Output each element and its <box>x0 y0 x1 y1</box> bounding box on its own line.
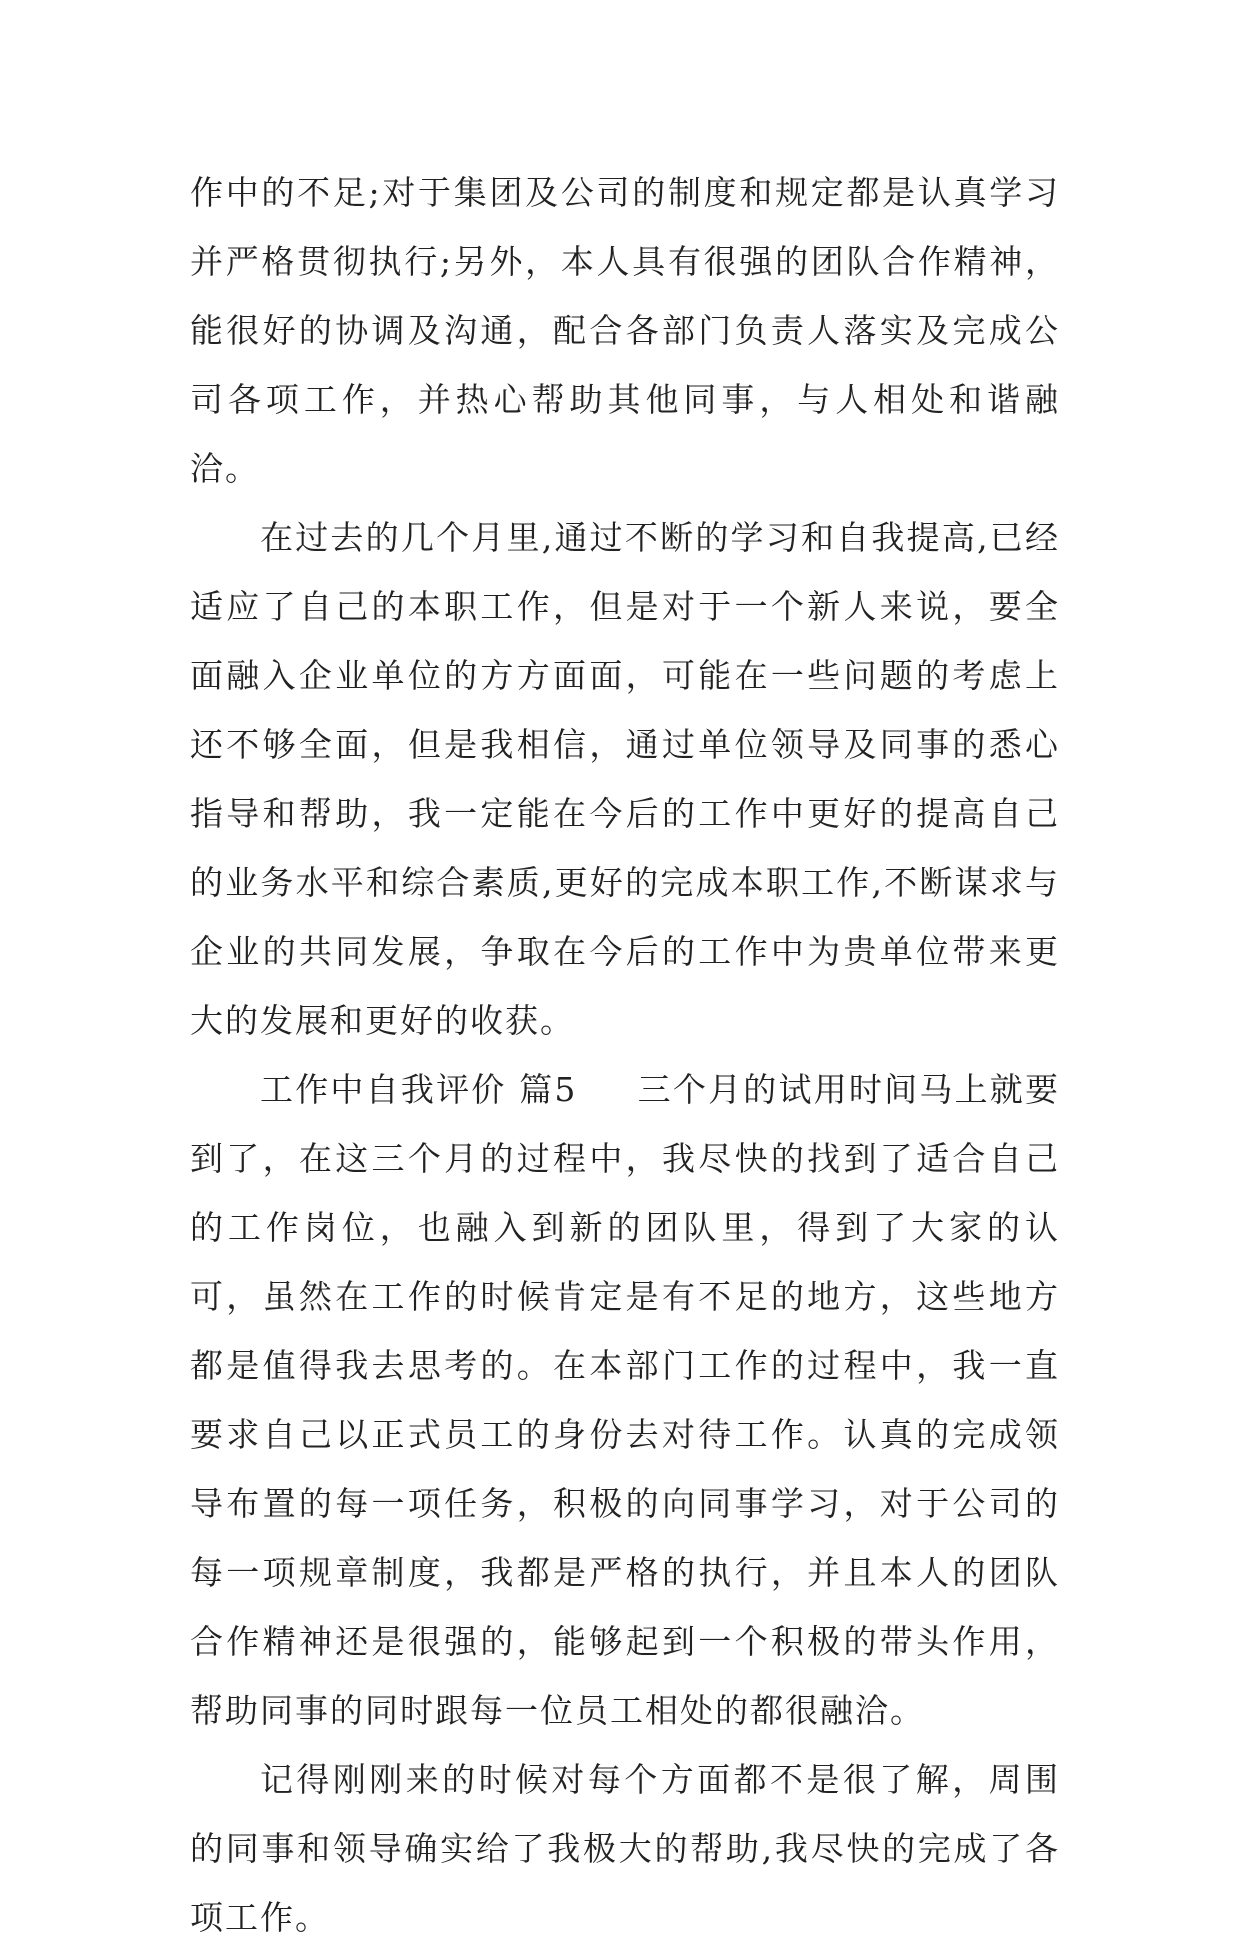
paragraph-4: 记得刚刚来的时候对每个方面都不是很了解，周围的同事和领导确实给了我极大的帮助,我尽快的完成了各项工作。 <box>190 1760 1060 1937</box>
paragraph-1: 作中的不足;对于集团及公司的制度和规定都是认真学习并严格贯彻执行;另外，本人具有很强的团队合作精神，能很好的协调及沟通，配合各部门负责人落实及完成公司各项工作，并热心帮助其他同事，与人相处和谐融洽。 <box>190 173 1060 488</box>
section-heading: 工作中自我评价 篇5 <box>260 1070 578 1109</box>
paragraph-3 <box>190 1055 1060 1745</box>
paragraph-2: 在过去的几个月里,通过不断的学习和自我提高,已经适应了自己的本职工作，但是对于一个新人来说，要全面融入企业单位的方方面面，可能在一些问题的考虑上还不够全面，但是我相信，通过单位领导及同事的悉心指导和帮助，我一定能在今后的工作中更好的提高自己的业务水平和综合素质,更好的完成本职工作,不断谋求与企业的共同发展，争取在今后的工作中为贵单位带来更大的发展和更好的收获。 <box>190 518 1060 1040</box>
paragraph-3-text: 三个月的试用时间马上就要到了，在这三个月的过程中，我尽快的找到了适合自己的工作岗位，也融入到新的团队里，得到了大家的认可，虽然在工作的时候肯定是有不足的地方，这些地方都是值得我去思考的。在本部门工作的过程中，我一直要求自己以正式员工的身份去对待工作。认真的完成领导布置的每一项任务，积极的向同事学习，对于公司的每一项规章制度，我都是严格的执行，并且本人的团队合作精神还是很强的，能够起到一个积极的带头作用，帮助同事的同时跟每一位员工相处的都很融洽。 <box>190 1070 1060 1730</box>
document-body <box>190 158 1060 1952</box>
